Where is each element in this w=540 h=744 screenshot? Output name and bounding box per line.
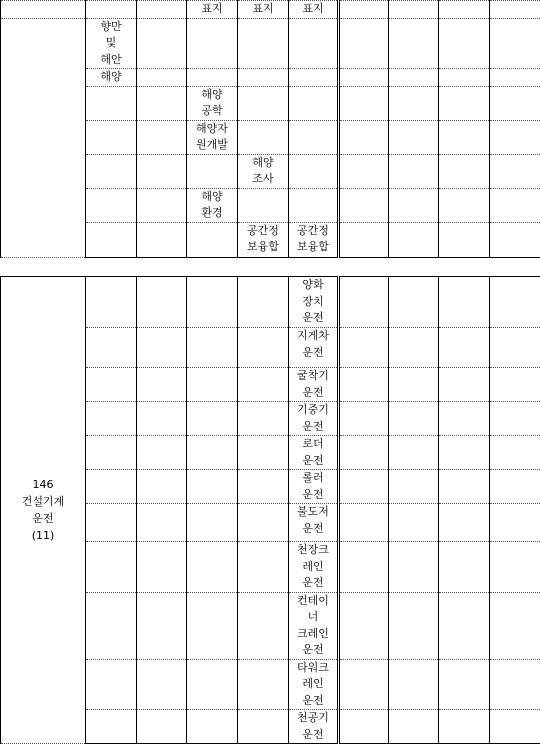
table-cell	[1, 18, 86, 257]
machine-cell: 컨테이 너 크레인 운전	[289, 592, 339, 659]
table-cell	[187, 402, 238, 436]
table-cell	[187, 504, 238, 542]
table-cell	[339, 504, 389, 542]
table-cell	[389, 659, 439, 710]
table-cell	[238, 436, 289, 470]
table-cell	[389, 710, 439, 744]
table-cell	[86, 659, 137, 710]
table-cell	[389, 470, 439, 504]
table-cell	[389, 188, 439, 222]
subfield-cell	[289, 86, 339, 120]
table-cell	[137, 277, 187, 328]
table-cell	[86, 1, 137, 19]
table-cell	[238, 710, 289, 744]
table-cell	[490, 1, 540, 19]
subfield-cell	[187, 154, 238, 188]
table-cell	[187, 659, 238, 710]
subfield-cell	[289, 69, 339, 87]
field-cell	[86, 120, 137, 154]
table-cell	[490, 154, 540, 188]
table-cell	[1, 1, 86, 19]
machine-cell: 불도저 운전	[289, 504, 339, 542]
table-cell	[86, 504, 137, 542]
construction-machinery-table	[0, 276, 540, 744]
table-cell	[439, 18, 490, 69]
field-cell	[86, 154, 137, 188]
table-cell	[137, 18, 187, 69]
subfield-cell: 해양 환경	[187, 188, 238, 222]
table-cell	[137, 592, 187, 659]
table-cell	[490, 328, 540, 368]
table-cell	[339, 710, 389, 744]
table-cell	[339, 592, 389, 659]
table-cell	[86, 328, 137, 368]
table-cell	[238, 277, 289, 328]
table-cell	[137, 368, 187, 402]
table-cell	[238, 470, 289, 504]
table-cell	[389, 222, 439, 257]
table-cell	[389, 86, 439, 120]
subfield-cell	[187, 69, 238, 87]
table-cell	[339, 277, 389, 328]
table-cell	[238, 659, 289, 710]
upper-qualification-table	[0, 0, 540, 258]
subfield-cell	[187, 222, 238, 257]
table-cell	[339, 436, 389, 470]
table-cell	[86, 368, 137, 402]
table-cell	[339, 542, 389, 593]
table-cell	[238, 504, 289, 542]
table-cell	[137, 710, 187, 744]
table-cell	[490, 436, 540, 470]
table-cell	[339, 368, 389, 402]
table-cell	[339, 328, 389, 368]
table-cell	[238, 368, 289, 402]
table-cell	[439, 154, 490, 188]
table-cell	[187, 592, 238, 659]
table-cell	[339, 1, 389, 19]
table-cell	[490, 18, 540, 69]
subfield-cell	[289, 120, 339, 154]
table-cell	[86, 470, 137, 504]
table-cell	[137, 542, 187, 593]
table-cell	[187, 542, 238, 593]
table-cell	[187, 328, 238, 368]
table-cell	[137, 328, 187, 368]
table-cell	[439, 659, 490, 710]
table-cell	[490, 659, 540, 710]
table-cell	[490, 69, 540, 87]
subfield-cell	[289, 188, 339, 222]
table-cell	[238, 592, 289, 659]
table-cell	[86, 542, 137, 593]
table-cell	[490, 542, 540, 593]
table-cell	[187, 436, 238, 470]
table-cell	[137, 154, 187, 188]
header-cell: 표지	[187, 1, 238, 19]
table-cell	[490, 277, 540, 328]
table-cell	[339, 402, 389, 436]
field-cell	[86, 222, 137, 257]
machine-cell: 천공기 운전	[289, 710, 339, 744]
table-cell	[137, 188, 187, 222]
machine-cell: 굴착기 운전	[289, 368, 339, 402]
table-cell	[389, 69, 439, 87]
subfield-cell: 해양 조사	[238, 154, 289, 188]
table-cell	[86, 592, 137, 659]
header-cell: 표지	[238, 1, 289, 19]
table-cell	[490, 504, 540, 542]
table-cell	[439, 542, 490, 593]
table-cell	[137, 659, 187, 710]
field-cell: 해양	[86, 69, 137, 87]
table-cell	[137, 470, 187, 504]
table-cell	[439, 69, 490, 87]
table-cell	[339, 69, 389, 87]
table-cell	[389, 154, 439, 188]
table-cell	[389, 436, 439, 470]
table-cell	[187, 277, 238, 328]
machine-cell: 로더 운전	[289, 436, 339, 470]
table-cell	[439, 188, 490, 222]
machine-cell: 양화 장치 운전	[289, 277, 339, 328]
table-cell	[439, 1, 490, 19]
table-cell	[490, 222, 540, 257]
table-cell	[439, 120, 490, 154]
table-cell	[86, 436, 137, 470]
machine-cell: 지게차 운전	[289, 328, 339, 368]
table-cell	[339, 86, 389, 120]
table-cell	[490, 188, 540, 222]
table-cell	[187, 368, 238, 402]
table-cell	[187, 710, 238, 744]
machine-cell: 기중기 운전	[289, 402, 339, 436]
subfield-cell: 공간정 보융합	[289, 222, 339, 257]
table-cell	[439, 328, 490, 368]
table-cell	[389, 1, 439, 19]
table-cell	[490, 710, 540, 744]
table-cell	[339, 188, 389, 222]
category-cell: 146 건설기계 운전 (11)	[1, 277, 86, 744]
field-cell	[86, 86, 137, 120]
table-cell	[439, 436, 490, 470]
field-cell: 향만 및 해안	[86, 18, 137, 69]
table-cell	[238, 402, 289, 436]
subfield-cell: 공간정 보융합	[238, 222, 289, 257]
table-cell	[339, 659, 389, 710]
subfield-cell	[238, 86, 289, 120]
table-cell	[238, 542, 289, 593]
subfield-cell	[187, 18, 238, 69]
table-row	[1, 277, 540, 328]
table-cell	[86, 402, 137, 436]
table-cell	[137, 222, 187, 257]
table-cell	[439, 86, 490, 120]
field-cell	[86, 188, 137, 222]
table-cell	[439, 368, 490, 402]
table-cell	[86, 277, 137, 328]
table-cell	[238, 328, 289, 368]
table-cell	[137, 436, 187, 470]
table-cell	[389, 402, 439, 436]
subfield-cell	[238, 120, 289, 154]
table-cell	[490, 592, 540, 659]
table-cell	[490, 86, 540, 120]
subfield-cell	[238, 69, 289, 87]
table-cell	[86, 710, 137, 744]
table-cell	[490, 470, 540, 504]
machine-cell: 타워크 레인 운전	[289, 659, 339, 710]
table-cell	[439, 402, 490, 436]
table-row	[1, 18, 540, 69]
table-cell	[389, 18, 439, 69]
table-cell	[389, 328, 439, 368]
table-cell	[137, 120, 187, 154]
table-cell	[389, 368, 439, 402]
table-cell	[439, 710, 490, 744]
table-cell	[137, 86, 187, 120]
subfield-cell	[238, 18, 289, 69]
table-cell	[490, 368, 540, 402]
table-cell	[439, 470, 490, 504]
table-cell	[439, 592, 490, 659]
subfield-cell: 해양 공학	[187, 86, 238, 120]
header-cell: 표지	[289, 1, 339, 19]
machine-cell: 천장크 레인 운전	[289, 542, 339, 593]
table-cell	[137, 402, 187, 436]
table-cell	[389, 504, 439, 542]
table-cell	[439, 504, 490, 542]
table-cell	[339, 18, 389, 69]
table-cell	[389, 120, 439, 154]
subfield-cell	[289, 18, 339, 69]
table-row	[1, 1, 540, 19]
table-cell	[339, 154, 389, 188]
subfield-cell	[289, 154, 339, 188]
table-cell	[389, 277, 439, 328]
subfield-cell	[238, 188, 289, 222]
table-cell	[439, 277, 490, 328]
table-cell	[439, 222, 490, 257]
table-cell	[339, 222, 389, 257]
table-cell	[490, 402, 540, 436]
table-cell	[490, 120, 540, 154]
table-cell	[389, 592, 439, 659]
table-cell	[389, 542, 439, 593]
table-cell	[339, 470, 389, 504]
machine-cell: 롤러 운전	[289, 470, 339, 504]
table-cell	[339, 120, 389, 154]
table-cell	[137, 69, 187, 87]
subfield-cell: 해양자 원개발	[187, 120, 238, 154]
table-cell	[137, 1, 187, 19]
table-cell	[187, 470, 238, 504]
table-cell	[137, 504, 187, 542]
